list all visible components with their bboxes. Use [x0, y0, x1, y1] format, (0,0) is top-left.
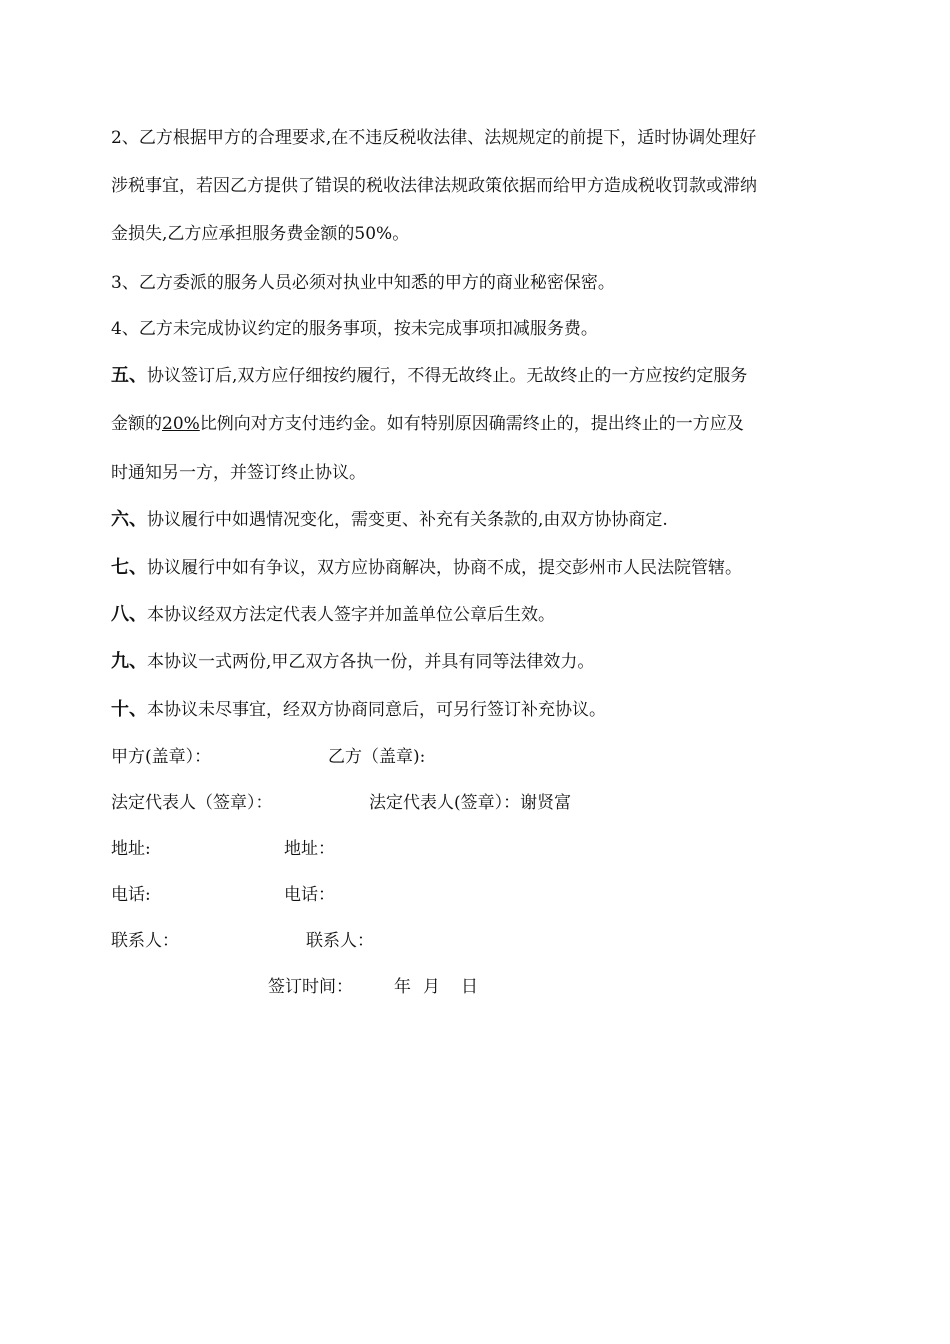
party-b-address-label: 地址： [284, 839, 335, 859]
signing-date-label: 签订时间： [268, 977, 353, 997]
signing-date-day: 日 [461, 977, 478, 997]
party-a-representative-label: 法定代表人（签章）： [111, 793, 273, 813]
section-6-number: 六、 [111, 509, 147, 530]
party-a-address-label: 地址: [111, 839, 151, 859]
party-a-seal-label: 甲方(盖章）： [111, 747, 212, 767]
section-10 [111, 698, 606, 722]
clause-4: 4、乙方未完成协议约定的服务事项，按未完成事项扣减服务费。 [111, 319, 598, 339]
section-9-number: 九、 [111, 651, 147, 672]
section-5-line-3: 时通知另一方，并签订终止协议。 [111, 463, 366, 483]
section-7-number: 七、 [111, 557, 147, 578]
party-b-seal-label: 乙方（盖章): [328, 747, 426, 767]
signing-date-year: 年 [394, 977, 411, 997]
section-9-text: 本协议一式两份,甲乙双方各执一份，并具有同等法律效力。 [147, 652, 595, 672]
clause-2-line-3: 金损失,乙方应承担服务费金额的50%。 [111, 224, 410, 244]
party-b-contact-label: 联系人： [306, 931, 374, 951]
section-7 [111, 556, 742, 580]
section-6 [111, 508, 668, 532]
section-6-text: 协议履行中如遇情况变化，需变更、补充有关条款的,由双方协协商定. [147, 510, 668, 530]
section-8 [111, 603, 555, 627]
section-5-text-1: 协议签订后,双方应仔细按约履行，不得无故终止。无故终止的一方应按约定服务 [147, 366, 748, 386]
section-10-text: 本协议未尽事宜，经双方协商同意后，可另行签订补充协议。 [147, 700, 606, 720]
section-5-line-2 [111, 412, 744, 436]
clause-2-line-1: 2、乙方根据甲方的合理要求,在不违反税收法律、法规规定的前提下，适时协调处理好 [111, 128, 757, 148]
section-5-text-2b: 比例向对方支付违约金。如有特别原因确需终止的，提出终止的一方应及 [199, 414, 744, 434]
penalty-percentage: 20% [162, 414, 200, 434]
section-9 [111, 650, 594, 674]
section-8-number: 八、 [111, 604, 147, 625]
party-a-phone-label: 电话: [111, 885, 151, 905]
party-b-phone-label: 电话： [284, 885, 335, 905]
section-5-text-2a: 金额的 [111, 414, 162, 434]
section-10-number: 十、 [111, 699, 147, 720]
section-7-text: 协议履行中如有争议，双方应协商解决，协商不成，提交彭州市人民法院管辖。 [147, 558, 742, 578]
section-5-number: 五、 [111, 365, 147, 386]
section-5-line-1 [111, 364, 747, 388]
clause-2-line-2: 涉税事宜，若因乙方提供了错误的税收法律法规政策依据而给甲方造成税收罚款或滞纳 [111, 176, 757, 196]
party-a-contact-label: 联系人： [111, 931, 179, 951]
party-b-representative-label: 法定代表人(签章）：谢贤富 [369, 793, 572, 813]
clause-3: 3、乙方委派的服务人员必须对执业中知悉的甲方的商业秘密保密。 [111, 273, 615, 293]
section-8-text: 本协议经双方法定代表人签字并加盖单位公章后生效。 [147, 605, 555, 625]
signing-date-month: 月 [423, 977, 440, 997]
